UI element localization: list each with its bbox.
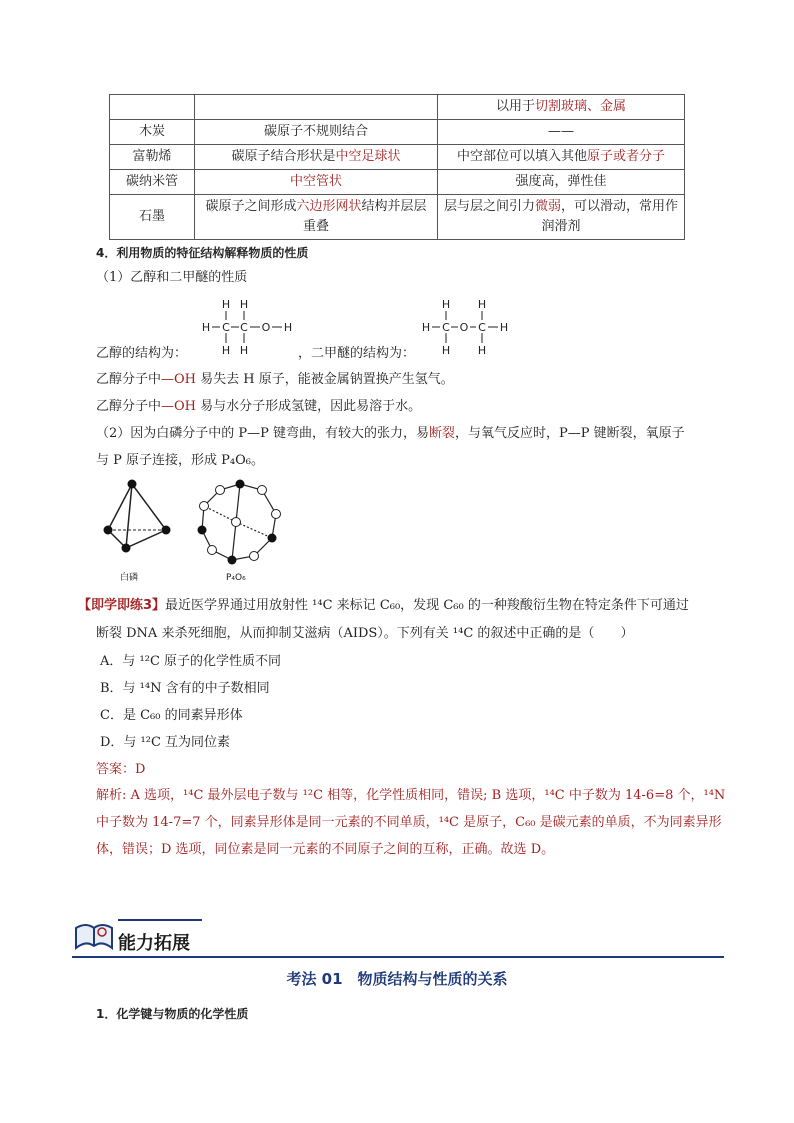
subheading-1: （1）乙醇和二甲醚的性质 [96, 270, 248, 285]
point-1: 1．化学键与物质的化学性质 [96, 1007, 249, 1021]
table-cell: 碳原子结合形状是中空足球状 [195, 145, 438, 170]
ether-label: ，二甲醚的结构为： [298, 346, 416, 361]
white-phosphorus-label: 白磷 [120, 573, 139, 583]
table-cell [110, 95, 195, 120]
ethanol-label: 乙醇的结构为： [96, 346, 188, 361]
text: ，与氧气反应时，P—P 键断裂，氧原子 [455, 426, 685, 441]
dimethyl-ether-structure [418, 296, 518, 360]
svg-text:H: H [499, 321, 509, 334]
table-row [110, 120, 685, 145]
oh-group: —OH [161, 372, 197, 387]
exercise-text: 最近医学界通过用放射性 ¹⁴C 来标记 C₆₀，发现 C₆₀ 的一种羧酸衍生物在特定条件下可通过 [165, 598, 689, 613]
table-row [110, 145, 685, 170]
svg-text:H: H [221, 344, 231, 357]
phosphorus-line-1 [96, 424, 685, 444]
table-cell: 木炭 [110, 120, 195, 145]
section-underline [72, 956, 724, 958]
table-cell: 富勒烯 [110, 145, 195, 170]
svg-text:H: H [221, 298, 231, 311]
p4o6-label: P₄O₆ [226, 573, 246, 583]
phosphorus-diagrams [96, 478, 296, 588]
highlight: 中空足球状 [335, 149, 401, 164]
highlight: 微弱 [534, 199, 561, 214]
svg-text:H: H [441, 344, 451, 357]
answer: 答案：D [96, 762, 146, 777]
emphasis: 断裂 [429, 426, 456, 441]
ethanol-oh-line-2 [96, 397, 421, 417]
exercise-line-2: 断裂 DNA 来杀死细胞，从而抑制艾滋病（AIDS）。下列有关 ¹⁴C 的叙述中正确的是（ ） [96, 626, 634, 641]
open-book-icon [72, 918, 116, 956]
exercise-line-1 [78, 596, 689, 616]
svg-text:C: C [240, 321, 248, 334]
exercise-tag: 【即学即练3】 [78, 598, 166, 613]
text: 易失去 H 原子，能被金属钠置换产生氢气。 [196, 372, 454, 387]
svg-text:H: H [201, 321, 211, 334]
analysis-line-1: 解析: A 选项，¹⁴C 最外层电子数与 ¹²C 相等，化学性质相同，错误; B 选项，¹⁴C 中子数为 14-6=8 个，¹⁴N [96, 788, 726, 803]
table-cell [195, 170, 438, 195]
svg-text:H: H [421, 321, 431, 334]
table-cell: 石墨 [110, 195, 195, 240]
analysis-line-3: 体，错误；D 选项，同位素是同一元素的不同原子之间的互称，正确。故选 D。 [96, 842, 555, 857]
text: 乙醇分子中 [96, 399, 162, 414]
option-d[interactable]: D．与 ¹²C 互为同位素 [100, 735, 231, 750]
table-cell: 碳原子不规则结合 [195, 120, 438, 145]
svg-text:H: H [441, 298, 451, 311]
table-row [110, 195, 685, 240]
phosphorus-line-2: 与 P 原子连接，形成 P₄O₆。 [96, 453, 264, 468]
table-cell: —— [438, 120, 685, 145]
analysis-line-2: 中子数为 14-7=7 个，同素异形体是同一元素的不同单质，¹⁴C 是原子，C₆₀ 是碳元素的单质，不为同素异形 [96, 815, 722, 830]
highlight: 六边形网状 [296, 199, 362, 214]
text: （2）因为白磷分子中的 P—P 键弯曲，有较大的张力，易 [96, 426, 430, 441]
option-c[interactable]: C．是 C₆₀ 的同素异形体 [100, 708, 243, 723]
svg-text:H: H [239, 298, 249, 311]
table-cell [195, 95, 438, 120]
svg-text:O: O [261, 321, 271, 334]
heading-4: 4．利用物质的特征结构解释物质的性质 [96, 246, 309, 260]
p4o6-diagram [198, 480, 281, 565]
svg-text:C: C [442, 321, 450, 334]
table-cell: 强度高，弹性佳 [438, 170, 685, 195]
ethanol-oh-line-1 [96, 370, 454, 390]
white-phosphorus-diagram [104, 480, 171, 553]
svg-text:H: H [477, 298, 487, 311]
highlight: 中空管状 [289, 174, 342, 189]
highlight: 切割玻璃、金属 [535, 99, 627, 114]
svg-text:H: H [477, 344, 487, 357]
svg-text:H: H [239, 344, 249, 357]
option-b[interactable]: B．与 ¹⁴N 含有的中子数相同 [100, 681, 270, 696]
table-cell: 中空部位可以填入其他原子或者分子 [438, 145, 685, 170]
section-title: 能力拓展 [118, 933, 190, 954]
svg-text:H: H [283, 321, 293, 334]
section-topline [118, 919, 202, 921]
table-cell: 碳原子之间形成六边形网状结构并层层重叠 [195, 195, 438, 240]
table-row [110, 170, 685, 195]
svg-text:C: C [478, 321, 486, 334]
table-cell: 碳纳米管 [110, 170, 195, 195]
ethanol-structure [200, 296, 300, 360]
kaofa-title: 考法 01 物质结构与性质的关系 [286, 970, 508, 988]
text: 易与水分子形成氢键，因此易溶于水。 [196, 399, 422, 414]
table-row [110, 95, 685, 120]
table-cell: 层与层之间引力微弱，可以滑动，常用作润滑剂 [438, 195, 685, 240]
svg-text:O: O [459, 321, 469, 334]
text: 乙醇分子中 [96, 372, 162, 387]
oh-group: —OH [161, 399, 197, 414]
option-a[interactable]: A．与 ¹²C 原子的化学性质不同 [100, 654, 282, 669]
carbon-allotrope-table [109, 94, 685, 240]
table-cell: 以用于切割玻璃、金属 [438, 95, 685, 120]
svg-text:C: C [222, 321, 230, 334]
highlight: 原子或者分子 [587, 149, 666, 164]
